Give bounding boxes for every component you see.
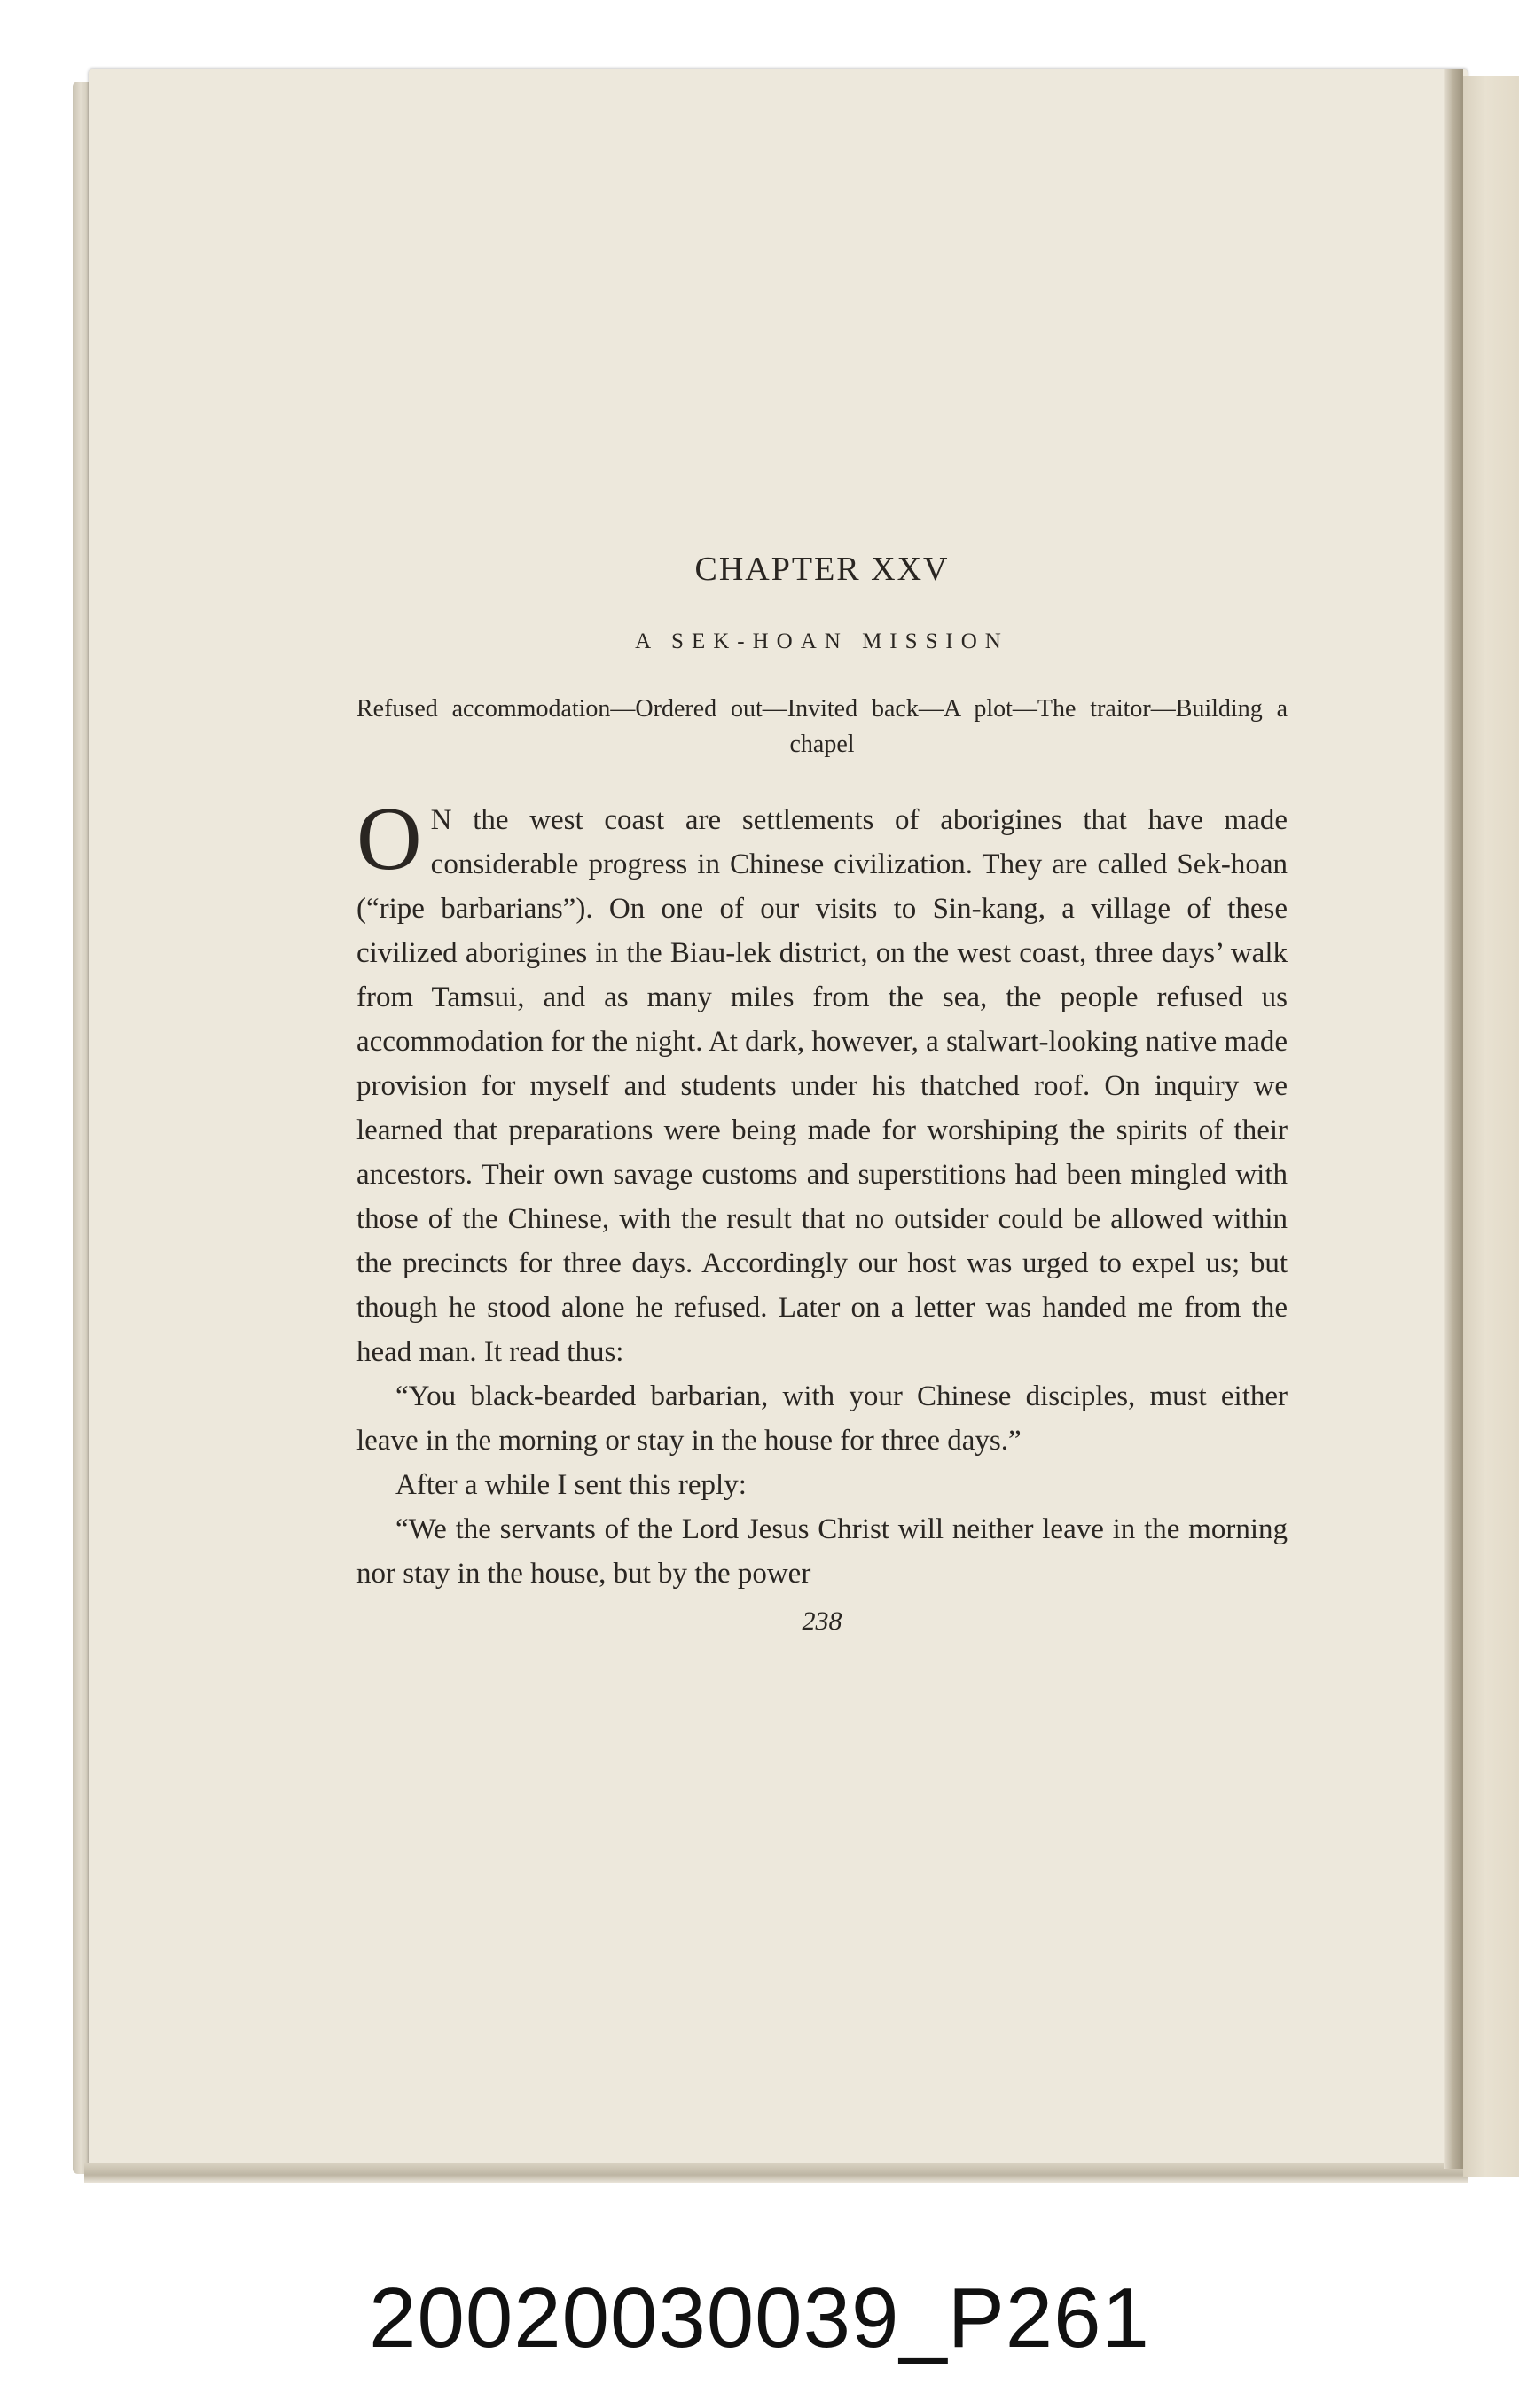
paragraph-opening — [356, 789, 1288, 1374]
page-bottom-edge — [84, 2163, 1468, 2183]
paragraph-reply: “We the servants of the Lord Jesus Christ will neither leave in the morning nor stay in the house, but by the power — [356, 1513, 1288, 1590]
chapter-subtitle: A SEK-HOAN MISSION — [635, 629, 1009, 653]
facing-page-edge — [1463, 76, 1519, 2177]
book-gutter — [1444, 69, 1463, 2169]
page-number: 238 — [802, 1607, 842, 1636]
drop-cap: O — [356, 789, 422, 889]
page-text-block — [356, 550, 1288, 1637]
body-text — [356, 789, 1288, 1596]
chapter-summary: Refused accommodation—Ordered out—Invited back—A plot—The traitor—Building a chapel — [356, 695, 1288, 758]
paragraph-reply-intro: After a while I sent this reply: — [395, 1469, 747, 1501]
chapter-title: CHAPTER XXV — [694, 551, 950, 588]
paragraph-letter: “You black-bearded barbarian, with your Chinese disciples, must either leave in the morning or stay in the house for three days.” — [356, 1380, 1288, 1457]
archive-id-caption: 20020030039_P261 — [369, 2271, 1150, 2365]
paragraph-text: N the west coast are settlements of aborigines that have made considerable progress in Chinese civilization. They are called Sek-hoan (“ripe barbarians”). On one of our visits to Sin-kang, a village of these civilized aborigines in the Biau-lek district, on the west coast, three days’ walk from Tamsui, and as many miles from the sea, the people refused us accommodation for the night. At dark, however, a stalwart-looking native made provision for myself and students under his thatched roof. On inquiry we learned that preparations were being made for worshiping the spirits of their ancestors. Their own savage customs and superstitions had been mingled with those of the Chinese, with the result that no outsider could be allowed within the precincts for three days. Accordingly our host was urged to expel us; but though he stood alone he refused. Later on a letter was handed me from the head man. It read thus: — [356, 804, 1288, 1368]
